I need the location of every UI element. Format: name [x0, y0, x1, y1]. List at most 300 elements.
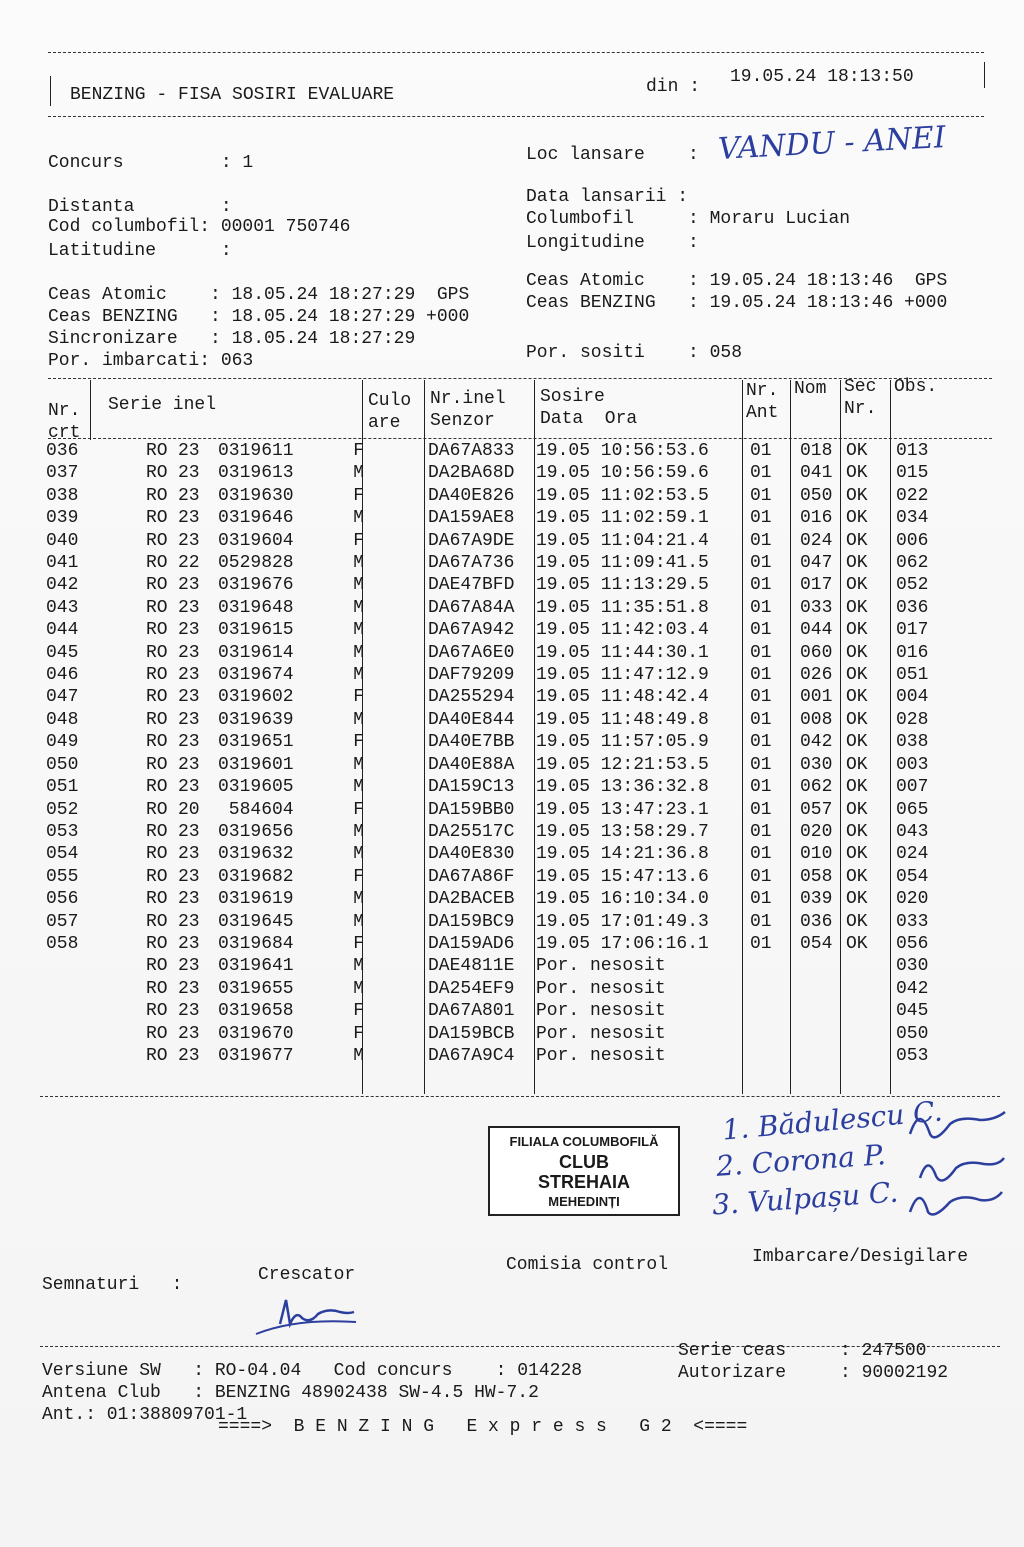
stamp-line-1: FILIALA COLUMBOFILĂ [509, 1134, 659, 1149]
columbofil-line: Columbofil : Moraru Lucian [526, 209, 851, 229]
cell-tara: RO [146, 597, 168, 618]
club-stamp [488, 1126, 680, 1216]
cell-culoare [364, 799, 428, 821]
cell-nom: 054 [800, 933, 833, 954]
cell-nr: 0319651 [218, 732, 294, 753]
cell-senzor: DAF79209 [428, 665, 515, 686]
cell-obs: 016 [896, 642, 929, 663]
cell-an: 23 [178, 821, 200, 842]
header-nom: Nom [794, 379, 827, 399]
cell-senzor: DA67A736 [428, 553, 515, 574]
stamp-line-4: MEHEDINȚI [548, 1194, 620, 1209]
cell-culoare [364, 597, 428, 619]
commission-member-3: 3. Vulpașu C. [711, 1175, 900, 1222]
cell-an: 23 [178, 508, 200, 529]
cell-senzor: DA67A942 [428, 620, 515, 641]
table-bottom-rule [40, 1096, 1000, 1097]
arrivals-rows [46, 440, 956, 1067]
cell-obs: 050 [896, 1023, 929, 1044]
comisia-label: Comisia control [506, 1255, 669, 1275]
ceas-atomic-right: Ceas Atomic : 19.05.24 18:13:46 GPS [526, 271, 948, 291]
cell-tara: RO [146, 1023, 168, 1044]
cell-crt: 046 [46, 665, 79, 686]
cell-an: 23 [178, 889, 200, 910]
din-value: 19.05.24 18:13:50 [730, 67, 914, 87]
cell-an: 23 [178, 441, 200, 461]
cell-sosire: 19.05 13:58:29.7 [536, 821, 709, 842]
cell-sosire: Por. nesosit [536, 1001, 666, 1022]
cell-obs: 038 [896, 732, 929, 753]
table-row [46, 731, 956, 753]
crescator-label: Crescator [258, 1265, 356, 1285]
cell-sosire: Por. nesosit [536, 978, 666, 999]
cell-sec: OK [846, 530, 868, 551]
cell-sex: M [353, 821, 364, 842]
cell-nr: 0319619 [218, 889, 294, 910]
table-row [46, 799, 956, 821]
cell-crt: 036 [46, 441, 79, 461]
cell-nr: 0529828 [218, 553, 294, 574]
cell-obs: 034 [896, 508, 929, 529]
cell-tara: RO [146, 978, 168, 999]
cell-ant: 01 [750, 821, 772, 842]
header-senzor: Senzor [430, 411, 495, 431]
cell-nom: 010 [800, 844, 833, 865]
cell-sec: OK [846, 777, 868, 798]
stamp-line-2: CLUB [559, 1152, 609, 1172]
cell-senzor: DA159BB0 [428, 799, 515, 820]
cell-senzor: DA159BCB [428, 1023, 515, 1044]
cell-ant: 01 [750, 866, 772, 887]
cell-sex: M [353, 665, 364, 686]
cell-sex: F [353, 485, 364, 506]
cell-ant: 01 [750, 553, 772, 574]
cell-obs: 004 [896, 687, 929, 708]
ceas-benzing-left: Ceas BENZING : 18.05.24 18:27:29 +000 [48, 307, 470, 327]
cell-nom: 020 [800, 821, 833, 842]
cell-crt: 042 [46, 575, 79, 596]
serie-ceas-line: Serie ceas : 247500 [678, 1341, 927, 1361]
header-serie-inel: Serie inel [108, 395, 217, 415]
cell-an: 23 [178, 866, 200, 887]
cell-sosire: 19.05 17:01:49.3 [536, 911, 709, 932]
cell-sec: OK [846, 665, 868, 686]
cell-sec [846, 1023, 896, 1045]
cell-nr: 0319614 [218, 642, 294, 663]
header-nr-ant-2: Ant [746, 403, 779, 423]
cell-sex: F [353, 687, 364, 708]
cell-sex: M [353, 463, 364, 484]
cell-ant: 01 [750, 754, 772, 775]
table-row [46, 754, 956, 776]
cell-obs: 013 [896, 441, 929, 461]
cell-senzor: DA67A84A [428, 597, 515, 618]
cell-culoare [364, 552, 428, 574]
cell-nom: 033 [800, 597, 833, 618]
cell-senzor: DA25517C [428, 821, 515, 842]
cell-crt: 051 [46, 777, 79, 798]
cell-tara: RO [146, 485, 168, 506]
cell-sec [846, 978, 896, 1000]
cell-obs: 015 [896, 463, 929, 484]
table-row [46, 440, 956, 462]
table-row [46, 866, 956, 888]
cell-nom: 058 [800, 866, 833, 887]
cell-tara: RO [146, 1045, 168, 1066]
cell-culoare [364, 530, 428, 552]
cell-an: 23 [178, 597, 200, 618]
table-header-rule [48, 438, 992, 439]
cell-sex: F [353, 732, 364, 753]
table-row [46, 462, 956, 484]
cell-an: 23 [178, 485, 200, 506]
table-row [46, 642, 956, 664]
distanta-line: Distanta : [48, 197, 232, 217]
cell-sosire: 19.05 16:10:34.0 [536, 889, 709, 910]
cell-crt: 053 [46, 821, 79, 842]
header-sec-1: Sec [844, 377, 877, 397]
cell-crt: 052 [46, 799, 79, 820]
cell-sex: M [353, 844, 364, 865]
header-culo: Culo [368, 391, 412, 411]
cell-senzor: DA159AD6 [428, 933, 515, 954]
cell-sec: OK [846, 508, 868, 529]
cell-culoare [364, 911, 428, 933]
cell-obs: 033 [896, 911, 929, 932]
table-row [46, 597, 956, 619]
cell-crt: 037 [46, 463, 79, 484]
cell-ant [750, 955, 800, 977]
cell-sex: F [353, 866, 364, 887]
cell-crt: 040 [46, 530, 79, 551]
cell-sosire: 19.05 11:47:12.9 [536, 665, 709, 686]
cell-sosire: 19.05 11:35:51.8 [536, 597, 709, 618]
commission-signatures [900, 1094, 1010, 1224]
cell-tara: RO [146, 889, 168, 910]
cell-obs: 028 [896, 709, 929, 730]
cell-crt: 038 [46, 485, 79, 506]
cell-obs: 042 [896, 978, 929, 999]
cell-sec: OK [846, 866, 868, 887]
cell-culoare [364, 507, 428, 529]
cell-obs: 045 [896, 1001, 929, 1022]
cell-nr: 0319639 [218, 709, 294, 730]
cell-culoare [364, 619, 428, 641]
cell-an: 23 [178, 732, 200, 753]
cell-sec: OK [846, 754, 868, 775]
cell-senzor: DA67A86F [428, 866, 515, 887]
cell-tara: RO [146, 956, 168, 977]
cell-tara: RO [146, 866, 168, 887]
table-row [46, 1000, 956, 1022]
cell-sosire: 19.05 11:57:05.9 [536, 732, 709, 753]
cell-ant: 01 [750, 933, 772, 954]
cell-crt [46, 955, 118, 977]
cell-culoare [364, 709, 428, 731]
cell-nom: 044 [800, 620, 833, 641]
cell-tara: RO [146, 553, 168, 574]
cell-crt: 057 [46, 911, 79, 932]
cell-crt: 058 [46, 933, 79, 954]
cell-sex: M [353, 911, 364, 932]
cell-sosire: 19.05 11:09:41.5 [536, 553, 709, 574]
cell-sec: OK [846, 709, 868, 730]
cell-senzor: DA159BC9 [428, 911, 515, 932]
cell-ant: 01 [750, 777, 772, 798]
cell-obs: 056 [896, 933, 929, 954]
table-row [46, 530, 956, 552]
cell-nom: 060 [800, 642, 833, 663]
longitudine-line: Longitudine : [526, 233, 699, 253]
cell-nom: 016 [800, 508, 833, 529]
table-row [46, 821, 956, 843]
cell-tara: RO [146, 508, 168, 529]
cell-crt: 047 [46, 687, 79, 708]
table-row [46, 1045, 956, 1067]
cell-culoare [364, 440, 428, 462]
cell-senzor: DA40E826 [428, 485, 515, 506]
cell-ant: 01 [750, 732, 772, 753]
cell-sosire: Por. nesosit [536, 1045, 666, 1066]
sheet-title: BENZING - FISA SOSIRI EVALUARE [70, 85, 395, 105]
cell-tara: RO [146, 1001, 168, 1022]
cell-nom: 057 [800, 799, 833, 820]
cell-sosire: Por. nesosit [536, 956, 666, 977]
cell-nom: 050 [800, 485, 833, 506]
cell-senzor: DA159AE8 [428, 508, 515, 529]
cell-nom [800, 955, 846, 977]
cell-sosire: 19.05 12:21:53.5 [536, 754, 709, 775]
cell-tara: RO [146, 821, 168, 842]
cell-ant: 01 [750, 709, 772, 730]
cell-nom: 008 [800, 709, 833, 730]
cell-tara: RO [146, 911, 168, 932]
cell-ant: 01 [750, 463, 772, 484]
cell-nr: 584604 [218, 799, 294, 820]
cell-obs: 017 [896, 620, 929, 641]
cell-an: 22 [178, 553, 200, 574]
cell-culoare [364, 754, 428, 776]
ceas-atomic-left: Ceas Atomic : 18.05.24 18:27:29 GPS [48, 285, 470, 305]
cell-culoare [364, 933, 428, 955]
antena-line: Antena Club : BENZING 48902438 SW-4.5 HW-7.2 [42, 1383, 539, 1403]
cell-ant: 01 [750, 530, 772, 551]
cell-sec: OK [846, 844, 868, 865]
cell-ant [750, 978, 800, 1000]
cell-culoare [364, 888, 428, 910]
cell-nr: 0319682 [218, 866, 294, 887]
cell-senzor: DA40E88A [428, 754, 515, 775]
table-row [46, 888, 956, 910]
din-label: din : [646, 77, 701, 97]
cell-culoare [364, 485, 428, 507]
cell-sex: M [353, 777, 364, 798]
por-imbarcati-line: Por. imbarcati: 063 [48, 351, 254, 371]
cell-ant [750, 1023, 800, 1045]
cell-sosire: 19.05 13:36:32.8 [536, 777, 709, 798]
cell-nr: 0319677 [218, 1045, 294, 1066]
cell-sex: M [353, 553, 364, 574]
cell-obs: 043 [896, 821, 929, 842]
cell-tara: RO [146, 844, 168, 865]
cell-nom [800, 1023, 846, 1045]
cell-senzor: DA67A6E0 [428, 642, 515, 663]
cell-nom [800, 1000, 846, 1022]
header-crt: crt [48, 423, 81, 443]
cell-ant: 01 [750, 575, 772, 596]
cell-obs: 024 [896, 844, 929, 865]
cell-nom: 047 [800, 553, 833, 574]
cell-ant [750, 1000, 800, 1022]
cell-culoare [364, 686, 428, 708]
cell-sex: F [353, 933, 364, 954]
cell-sosire: Por. nesosit [536, 1023, 666, 1044]
cell-obs: 065 [896, 799, 929, 820]
cell-crt [46, 1000, 118, 1022]
cell-sex: M [353, 1045, 364, 1066]
cell-crt [46, 1023, 118, 1045]
cell-tara: RO [146, 799, 168, 820]
cell-obs: 020 [896, 889, 929, 910]
cell-an: 23 [178, 709, 200, 730]
cell-sec: OK [846, 732, 868, 753]
cell-an: 23 [178, 844, 200, 865]
latitudine-line: Latitudine : [48, 241, 232, 261]
cell-senzor: DA40E844 [428, 709, 515, 730]
cell-ant: 01 [750, 642, 772, 663]
cell-tara: RO [146, 732, 168, 753]
cell-an: 23 [178, 575, 200, 596]
ceas-benzing-right: Ceas BENZING : 19.05.24 18:13:46 +000 [526, 293, 948, 313]
cell-senzor: DA159C13 [428, 777, 515, 798]
cell-nr: 0319613 [218, 463, 294, 484]
cell-nr: 0319674 [218, 665, 294, 686]
cell-an: 23 [178, 1023, 200, 1044]
cell-an: 23 [178, 956, 200, 977]
header-bottom-rule [48, 116, 984, 117]
cell-nr: 0319658 [218, 1001, 294, 1022]
cell-ant [750, 1045, 800, 1067]
cell-ant: 01 [750, 889, 772, 910]
ant-line: Ant.: 01:38809701-1 [42, 1405, 248, 1425]
cell-nom [800, 978, 846, 1000]
table-row [46, 1023, 956, 1045]
header-obs: Obs. [894, 377, 938, 397]
cell-senzor: DA2BA68D [428, 463, 515, 484]
cell-senzor: DAE47BFD [428, 575, 515, 596]
cell-sec: OK [846, 620, 868, 641]
semnaturi-label: Semnaturi : [42, 1275, 183, 1295]
header-top-rule [48, 52, 984, 53]
cell-sec: OK [846, 933, 868, 954]
cell-sec: OK [846, 485, 868, 506]
cell-sex: M [353, 642, 364, 663]
cell-tara: RO [146, 933, 168, 954]
header-are: are [368, 413, 401, 433]
cell-nr: 0319615 [218, 620, 294, 641]
cell-ant: 01 [750, 687, 772, 708]
cell-nom: 024 [800, 530, 833, 551]
cell-culoare [364, 866, 428, 888]
cell-sex: F [353, 1023, 364, 1044]
cell-sosire: 19.05 10:56:59.6 [536, 463, 709, 484]
cell-crt: 044 [46, 620, 79, 641]
table-row [46, 709, 956, 731]
cell-crt: 054 [46, 844, 79, 865]
header-nr: Nr. [48, 401, 81, 421]
cell-crt: 050 [46, 754, 79, 775]
cell-crt: 056 [46, 889, 79, 910]
cell-ant: 01 [750, 508, 772, 529]
cell-crt: 045 [46, 642, 79, 663]
table-row [46, 619, 956, 641]
commission-member-1: 1. Bădulescu C. [720, 1094, 944, 1147]
header-sec-2: Nr. [844, 399, 877, 419]
table-row [46, 933, 956, 955]
cell-sosire: 19.05 14:21:36.8 [536, 844, 709, 865]
cell-sosire: 19.05 11:48:49.8 [536, 709, 709, 730]
loc-lansare-label: Loc lansare : [526, 145, 699, 165]
cell-obs: 053 [896, 1045, 929, 1066]
cell-nr: 0319604 [218, 530, 294, 551]
cell-sex: M [353, 978, 364, 999]
cell-obs: 006 [896, 530, 929, 551]
commission-member-2: 2. Corona P. [715, 1138, 887, 1183]
cell-sec: OK [846, 889, 868, 910]
cell-culoare [364, 843, 428, 865]
cell-nom: 039 [800, 889, 833, 910]
cell-sosire: 19.05 11:13:29.5 [536, 575, 709, 596]
cell-sex: M [353, 889, 364, 910]
cell-nom: 030 [800, 754, 833, 775]
cell-tara: RO [146, 642, 168, 663]
cell-senzor: DA67A801 [428, 1001, 515, 1022]
cell-sex: M [353, 597, 364, 618]
cell-obs: 003 [896, 754, 929, 775]
cell-obs: 030 [896, 956, 929, 977]
cell-obs: 052 [896, 575, 929, 596]
cell-an: 23 [178, 777, 200, 798]
cell-tara: RO [146, 441, 168, 461]
col-sep-crt [90, 380, 91, 440]
table-row [46, 485, 956, 507]
cell-sex: M [353, 754, 364, 775]
cell-crt: 049 [46, 732, 79, 753]
cell-sec: OK [846, 575, 868, 596]
cell-tara: RO [146, 665, 168, 686]
cell-an: 23 [178, 665, 200, 686]
cell-sec [846, 1045, 896, 1067]
autorizare-line: Autorizare : 90002192 [678, 1363, 949, 1383]
header-right-border [984, 62, 985, 88]
cell-culoare [364, 978, 428, 1000]
cell-crt: 043 [46, 597, 79, 618]
cell-an: 20 [178, 799, 200, 820]
table-row [46, 978, 956, 1000]
cell-nom [800, 1045, 846, 1067]
cell-sosire: 19.05 11:02:59.1 [536, 508, 709, 529]
cell-culoare [364, 462, 428, 484]
cell-sec [846, 1000, 896, 1022]
cell-ant: 01 [750, 665, 772, 686]
cell-senzor: DA254EF9 [428, 978, 515, 999]
cell-culoare [364, 642, 428, 664]
cell-senzor: DA40E830 [428, 844, 515, 865]
cell-senzor: DA40E7BB [428, 732, 515, 753]
por-sositi-line: Por. sositi : 058 [526, 343, 743, 363]
table-row [46, 843, 956, 865]
cell-an: 23 [178, 463, 200, 484]
